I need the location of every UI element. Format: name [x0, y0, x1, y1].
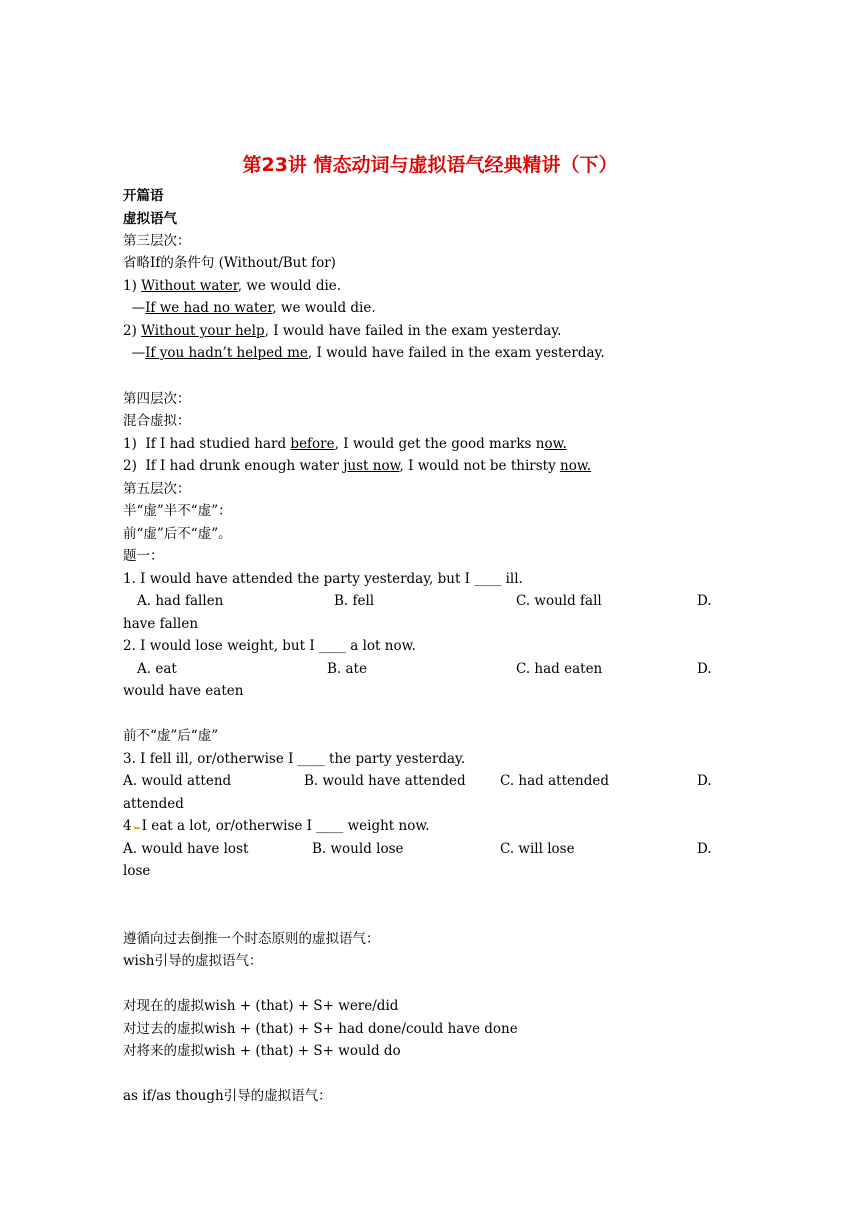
mixed-example-2: 2) If I had drunk enough water just now, I would not be thirsty now. — [123, 458, 592, 474]
question-group-heading: 题一： — [123, 548, 164, 564]
example-1: 1) Without water, we would die. — [123, 278, 342, 294]
wish-heading: wish引导的虚拟语气： — [123, 953, 263, 969]
section-heading-subjunctive: 虚拟语气 — [123, 211, 177, 227]
question-3-stem: 3. I fell ill, or/otherwise I ____ the party yesterday. — [123, 751, 466, 767]
example-2-rewrite: —If you hadn’t helped me, I would have failed in the exam yesterday. — [123, 345, 605, 361]
level-3-heading: 第三层次： — [123, 233, 191, 249]
question-2-option-d: D. — [697, 661, 712, 677]
question-2-option-d-text: would have eaten — [123, 683, 244, 699]
question-1-option-b: B. fell — [334, 593, 375, 609]
front-subjunctive-note: 前“虚”后不“虚”。 — [123, 526, 232, 542]
question-1-stem: 1. I would have attended the party yesterday, but I ____ ill. — [123, 571, 523, 587]
page-title: 第23讲 情态动词与虚拟语气经典精讲（下） — [242, 154, 618, 176]
question-2-stem: 2. I would lose weight, but I ____ a lot now. — [123, 638, 416, 654]
question-4-option-a: A. would have lost — [123, 841, 249, 857]
mixed-heading: 混合虚拟： — [123, 413, 191, 429]
example-2: 2) Without your help, I would have failed in the exam yesterday. — [123, 323, 562, 339]
question-2-option-a: A. eat — [137, 661, 177, 677]
question-1-option-d: D. — [697, 593, 712, 609]
level-4-heading: 第四层次： — [123, 391, 191, 407]
highlight-mark — [134, 827, 140, 829]
question-3-option-d: D. — [697, 773, 712, 789]
level-5-heading: 第五层次： — [123, 481, 191, 497]
section-heading-opening: 开篇语 — [123, 188, 164, 204]
back-subjunctive-heading: 前不“虚”后“虚” — [123, 728, 219, 744]
question-3-option-c: C. had attended — [500, 773, 609, 789]
question-3-option-b: B. would have attended — [304, 773, 466, 789]
question-2-option-b: B. ate — [327, 661, 367, 677]
question-4-stem: 4 I eat a lot, or/otherwise I ____ weight now. — [123, 818, 430, 834]
wish-present-rule: 对现在的虚拟wish + (that) + S+ were/did — [123, 998, 399, 1014]
as-if-heading: as if/as though引导的虚拟语气： — [123, 1088, 332, 1104]
question-1-option-d-text: have fallen — [123, 616, 199, 632]
question-4-option-d: D. — [697, 841, 712, 857]
question-4-option-c: C. will lose — [500, 841, 575, 857]
mixed-example-1: 1) If I had studied hard before, I would get the good marks now. — [123, 436, 567, 452]
omit-if-heading: 省略If的条件句 (Without/But for) — [123, 255, 336, 271]
half-subjunctive-heading: 半“虚”半不“虚”： — [123, 503, 232, 519]
question-1-option-a: A. had fallen — [137, 593, 224, 609]
question-3-option-a: A. would attend — [123, 773, 232, 789]
wish-future-rule: 对将来的虚拟wish + (that) + S+ would do — [123, 1043, 401, 1059]
question-4-option-d-text: lose — [123, 863, 151, 879]
question-4-option-b: B. would lose — [312, 841, 404, 857]
question-1-option-c: C. would fall — [516, 593, 602, 609]
example-1-rewrite: —If we had no water, we would die. — [123, 300, 376, 316]
question-3-option-d-text: attended — [123, 796, 184, 812]
question-2-option-c: C. had eaten — [516, 661, 603, 677]
wish-past-rule: 对过去的虚拟wish + (that) + S+ had done/could have done — [123, 1021, 518, 1037]
tense-rule-heading: 遵循向过去倒推一个时态原则的虚拟语气： — [123, 931, 380, 947]
